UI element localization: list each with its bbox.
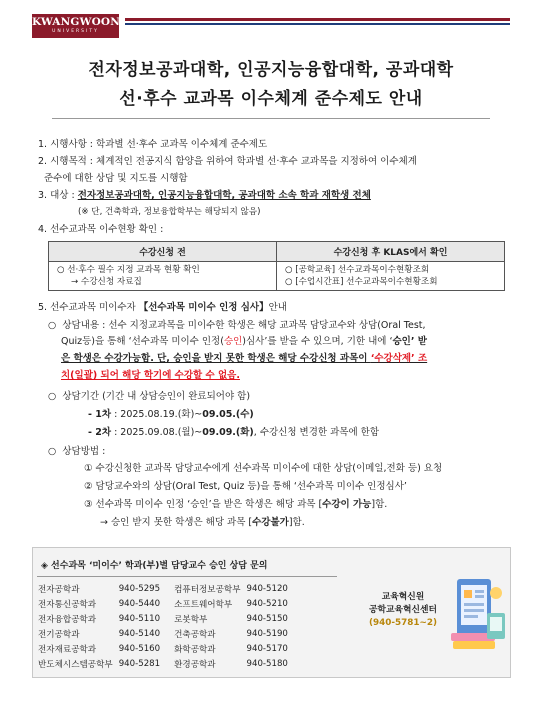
item-3-text: 전자정보공과대학, 인공지능융합대학, 공과대학 소속 학과 재학생 전체 (77, 190, 371, 201)
center-info (363, 591, 443, 630)
period-bullet: ○ (48, 391, 57, 402)
method-step-3a: ③ 선수과목 미이수 인정 ‘승인’을 받은 학생은 해당 과목 [ (84, 499, 323, 510)
table-cell-before (49, 262, 277, 291)
period-r2-tail: , 수강신청 변경한 과목에 한함 (253, 427, 380, 438)
table-cell-after-line1: ○ [공학교육] 선수교과목이수현황조회 (285, 265, 430, 275)
period-r2-label: - 2차 (88, 427, 112, 438)
period-r1-label: - 1차 (88, 409, 112, 420)
center-name-2: 공학교육혁신센터 (369, 605, 437, 615)
method-bullet: ○ (48, 446, 57, 457)
item-2-text: 체계적인 전공지식 함양을 위하여 학과별 선·후수 교과목을 지정하여 이수체계 (96, 156, 417, 167)
dept-name: 전기공학과 (38, 629, 80, 640)
page-title-line1: 전자정보공과대학, 인공지능융합대학, 공과대학 (88, 60, 454, 80)
dept-phone: 940-5120 (246, 583, 288, 594)
period-label: 상담기간 (기간 내 상담승인이 완료되어야 함) (62, 391, 251, 402)
contact-box (32, 547, 511, 678)
dept-phone: 940-5281 (118, 658, 161, 669)
method-step-3b: 수강이 가능 (322, 499, 372, 510)
dept-phone: 940-5210 (246, 598, 288, 609)
dept-row (36, 626, 292, 641)
consult-line1 (48, 319, 426, 332)
consult-text-1: 선수 지정교과목을 미이수한 학생은 해당 교과목 담당교수와 상담(Oral Test, (108, 320, 426, 331)
consult-line3 (61, 352, 427, 365)
logo-name: KWANGWOON (32, 16, 121, 28)
contact-title: ◈ 선수과목 ‘미이수’ 학과(부)별 담당교수 승인 상담 문의 (41, 561, 268, 571)
dept-name: 전자공학과 (38, 584, 80, 595)
item-3-label: 3. 대상 : (38, 190, 75, 201)
method-step-2: ② 담당교수와의 상담(Oral Test, Quiz 등)을 통해 ‘선수과목 미이수 인정심사’ (84, 481, 407, 492)
item-4: 4. 선수교과목 이수현황 확인 : (38, 224, 164, 235)
consult-approval-2: 승인 (392, 336, 411, 347)
item-3-note: (※ 단, 건축학과, 정보융합학부는 해당되지 않음) (78, 207, 261, 217)
method-title (48, 445, 105, 458)
consult-line2 (61, 335, 427, 348)
period-r2-end: 09.09.(화) (202, 427, 254, 438)
dept-phone: 940-5140 (118, 628, 161, 639)
dept-name: 소프트웨어학부 (174, 599, 233, 610)
item-3 (38, 189, 371, 202)
dept-row (36, 596, 292, 611)
consult-bullet: ○ (48, 320, 57, 331)
item-1-label: 1. 시행사항 : (38, 139, 94, 150)
dept-name: 전자융합공학과 (38, 614, 97, 625)
page-title-line2: 선·후수 교과목 이수체계 준수제도 안내 (119, 89, 423, 109)
period-round-1 (88, 408, 254, 421)
contact-divider (37, 576, 337, 577)
item-1 (38, 138, 267, 151)
item-5-tail: 안내 (268, 302, 287, 313)
consult-label: 상담내용 : (62, 320, 106, 331)
method-label: 상담방법 : (62, 446, 106, 457)
table-header-before: 수강신청 전 (49, 242, 277, 262)
logo-subtitle: UNIVERSITY (52, 29, 99, 34)
table-cell-before-line1: ○ 선·후수 필수 지정 교과목 현황 확인 (57, 265, 200, 275)
center-name-1: 교육혁신원 (381, 592, 425, 602)
period-r2-text: : 2025.09.08.(월)~ (111, 427, 203, 438)
dept-row (36, 656, 292, 671)
item-2-label: 2. 시행목적 : (38, 156, 94, 167)
dept-phone: 940-5110 (118, 613, 161, 624)
table-header-after: 수강신청 후 KLAS에서 확인 (277, 242, 505, 262)
period-title (48, 390, 250, 403)
method-step-4b: 수강불가 (252, 517, 289, 528)
dept-row (36, 611, 292, 626)
item-1-text: 학과별 선·후수 교과목 이수체계 준수제도 (96, 139, 268, 150)
method-step-3 (84, 498, 387, 511)
consult-approval-1: 승인 (223, 336, 243, 347)
dept-name: 로봇학부 (174, 614, 208, 625)
consult-text-3b: ‘수강삭제’ 조 (370, 353, 428, 364)
title-divider (52, 118, 490, 119)
method-step-4c: ]함. (288, 517, 305, 528)
item-2 (38, 155, 417, 168)
dept-name: 환경공학과 (174, 659, 216, 670)
period-round-2 (88, 426, 379, 439)
item-5-emph: 【선수과목 미이수 인정 심사】 (138, 302, 269, 313)
dept-phone: 940-5440 (118, 598, 161, 609)
table-cell-after (277, 262, 505, 291)
books-illustration (451, 573, 507, 655)
item-2-cont: 준수에 대한 상담 및 지도를 시행함 (44, 173, 188, 184)
university-logo (32, 14, 119, 38)
dept-phone: 940-5170 (246, 643, 288, 654)
center-phone: (940-5781~2) (368, 618, 438, 628)
consult-text-2e: ’ 받 (410, 336, 427, 347)
consult-text-2c: )심사’를 받을 수 있으며, 기한 내에 ‘ (242, 336, 393, 347)
dept-name: 건축공학과 (174, 629, 216, 640)
dept-name: 전자통신공학과 (38, 599, 97, 610)
department-contact-table (36, 581, 292, 671)
period-r1-text: : 2025.08.19.(화)~ (111, 409, 203, 420)
prereq-check-table (48, 241, 505, 291)
item-5-text: 5. 선수교과목 미이수자 (38, 302, 139, 313)
method-step-4 (100, 516, 305, 529)
dept-phone: 940-5150 (246, 613, 288, 624)
dept-phone: 940-5180 (246, 658, 288, 669)
header-bars (125, 18, 510, 25)
dept-row (36, 641, 292, 656)
dept-name: 컴퓨터정보공학부 (174, 584, 241, 595)
method-step-1: ① 수강신청한 교과목 담당교수에게 선수과목 미이수에 대한 상담(이메일,전화 등) 요청 (84, 463, 443, 474)
method-step-4a: → 승인 받지 못한 학생은 해당 과목 [ (100, 517, 253, 528)
item-5 (38, 301, 287, 314)
dept-phone: 940-5160 (118, 643, 161, 654)
dept-name: 전자재료공학과 (38, 644, 97, 655)
method-step-3c: ]함. (371, 499, 388, 510)
dept-row (36, 581, 292, 596)
consult-text-2a: Quiz등)을 통해 ‘선수과목 미이수 인정( (61, 336, 224, 347)
dept-phone: 940-5295 (118, 583, 161, 594)
table-cell-before-line2: → 수강신청 자료집 (71, 277, 142, 287)
dept-name: 화학공학과 (174, 644, 216, 655)
consult-text-3a: 은 학생은 수강가능함. 단, 승인을 받지 못한 학생은 해당 수강신청 과목이 (61, 353, 371, 364)
table-cell-after-line2: ○ [수업시간표] 선수교과목이수현황조회 (285, 277, 438, 287)
dept-phone: 940-5190 (246, 628, 288, 639)
consult-line4: 치(일괄) 되어 해당 학기에 수강할 수 없음. (61, 370, 240, 381)
period-r1-end: 09.05.(수) (202, 409, 254, 420)
dept-name: 반도체시스템공학부 (38, 659, 113, 670)
